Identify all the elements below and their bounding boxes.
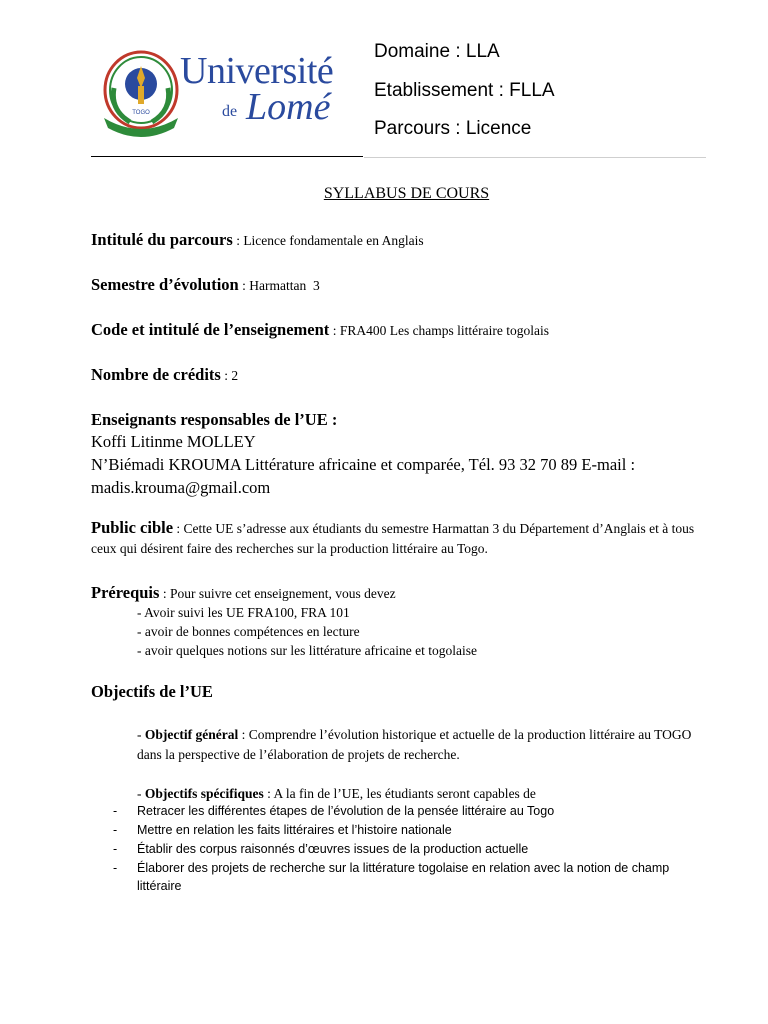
field-code xyxy=(91,320,549,340)
bullet-marker: - xyxy=(113,842,118,856)
objectif-general-text: : Comprendre l’évolution historique et actuelle de la production littéraire au TOGO dans la perspective de l’élaboration de projets de recherche. xyxy=(137,727,692,762)
field-intitule-value: : Licence fondamentale en Anglais xyxy=(232,233,424,248)
prerequis xyxy=(91,583,396,603)
prerequis-item: - avoir quelques notions sur les littérature africaine et togolaise xyxy=(137,643,478,658)
field-credits-value: : 2 xyxy=(220,368,239,383)
field-code-value: : FRA400 Les champs littéraire togolais xyxy=(329,323,550,338)
public-cible-text: : Cette UE s’adresse aux étudiants du semestre Harmattan 3 du Département d’Anglais et à tous ceux qui désirent faire des recherches sur la production littéraire au Togo. xyxy=(91,521,695,556)
field-credits-label: Nombre de crédits xyxy=(91,365,221,384)
university-seal-icon xyxy=(100,48,182,140)
public-cible xyxy=(91,518,711,559)
objectif-general-label: Objectif général xyxy=(144,727,239,742)
field-credits xyxy=(91,365,238,385)
document-title: SYLLABUS DE COURS xyxy=(323,185,490,202)
logo-lome-text: Lomé xyxy=(246,86,331,128)
enseignant-email: madis.krouma@gmail.com xyxy=(91,478,271,497)
prerequis-item: - Avoir suivi les UE FRA100, FRA 101 xyxy=(137,605,350,620)
bullet-marker: - xyxy=(113,861,118,875)
field-code-label: Code et intitulé de l’enseignement xyxy=(91,320,330,339)
bullet-text: Mettre en relation les faits littéraires et l’histoire nationale xyxy=(137,823,452,837)
objectifs-heading: Objectifs de l’UE xyxy=(91,682,213,701)
header-divider-right xyxy=(364,157,706,158)
header-etablissement: Etablissement : FLLA xyxy=(374,80,555,101)
objectif-general-prefix: - xyxy=(137,727,145,742)
bullet-marker: - xyxy=(113,804,118,818)
header-divider-left xyxy=(91,156,363,157)
enseignant-krouma: N’Biémadi KROUMA Littérature africaine et comparée, Tél. 93 32 70 89 E-mail : xyxy=(91,455,636,474)
bullet-text: Élaborer des projets de recherche sur la littérature togolaise en relation avec la notion de champ xyxy=(137,861,670,875)
header-domaine: Domaine : LLA xyxy=(374,41,500,62)
public-cible-label: Public cible xyxy=(91,518,174,537)
field-semestre-label: Semestre d’évolution xyxy=(91,275,239,294)
prerequis-intro: : Pour suivre cet enseignement, vous devez xyxy=(159,586,396,601)
objectif-general xyxy=(137,725,712,765)
svg-text:TOGO: TOGO xyxy=(132,110,150,116)
field-semestre-value: : Harmattan 3 xyxy=(238,278,320,293)
bullet-text: Établir des corpus raisonnés d’œuvres issues de la production actuelle xyxy=(137,842,529,856)
objectifs-specifiques-label: Objectifs spécifiques xyxy=(144,786,264,801)
logo-university-text: Université xyxy=(180,50,334,92)
header-parcours: Parcours : Licence xyxy=(374,118,532,139)
bullet-text: littéraire xyxy=(137,879,182,893)
objectifs-specifiques xyxy=(137,784,712,804)
bullet-text: Retracer les différentes étapes de l’évolution de la pensée littéraire au Togo xyxy=(137,804,555,818)
field-intitule-label: Intitulé du parcours xyxy=(91,230,233,249)
prerequis-label: Prérequis xyxy=(91,583,160,602)
field-semestre xyxy=(91,275,320,295)
logo-de-text: de xyxy=(222,103,238,120)
enseignant-molley: Koffi Litinme MOLLEY xyxy=(91,432,256,451)
prerequis-item: - avoir de bonnes compétences en lecture xyxy=(137,624,360,639)
bullet-marker: - xyxy=(113,823,118,837)
objectifs-specifiques-prefix: - xyxy=(137,786,145,801)
objectifs-specifiques-text: : A la fin de l’UE, les étudiants seront capables de xyxy=(263,786,536,801)
enseignants-label: Enseignants responsables de l’UE : xyxy=(91,410,338,429)
field-intitule xyxy=(91,230,424,250)
